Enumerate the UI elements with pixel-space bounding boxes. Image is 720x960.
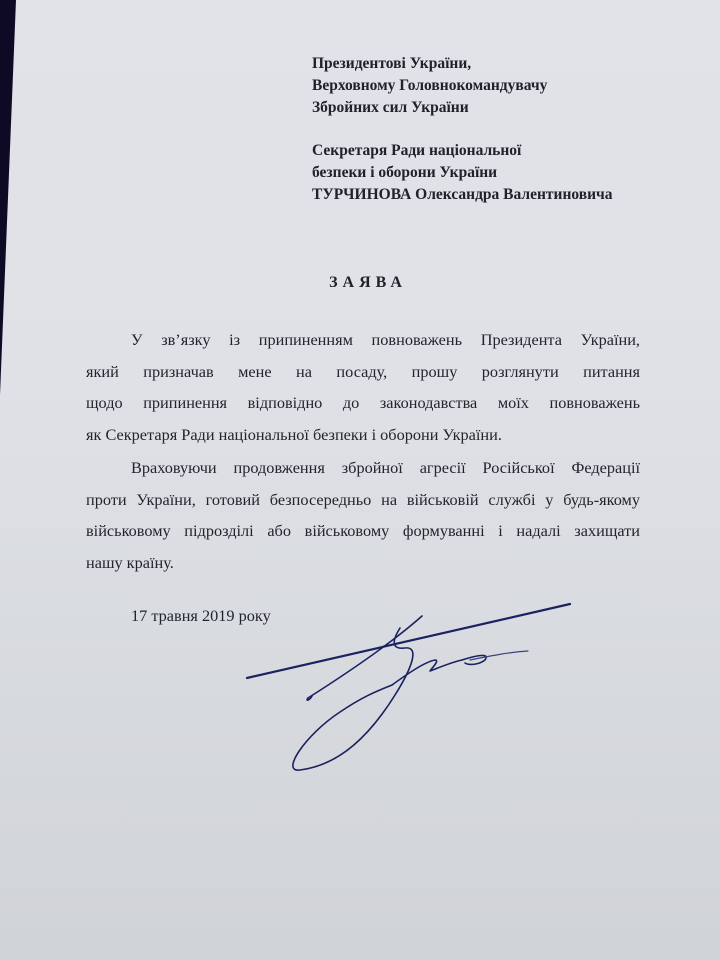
recipient-line: Верховному Головнокомандувачу bbox=[312, 77, 548, 94]
paragraph-line: Враховуючи продовження збройної агресії Російської Федерації bbox=[131, 458, 640, 477]
document-date: 17 травня 2019 року bbox=[131, 606, 271, 625]
paragraph-line: нашу країну. bbox=[86, 552, 174, 572]
sender-line: ТУРЧИНОВА Олександра Валентиновича bbox=[312, 186, 613, 203]
paragraph-line: проти України, готовий безпосередньо на військовій службі у будь-якому bbox=[86, 489, 640, 509]
document-title: ЗАЯВА bbox=[329, 274, 407, 291]
paragraph-military-service bbox=[86, 452, 640, 578]
sender-line: Секретаря Ради національної bbox=[312, 142, 522, 159]
recipient-line: Збройних сил України bbox=[312, 99, 469, 116]
paragraph-line: У зв’язку із припиненням повноважень Президента України, bbox=[131, 330, 640, 349]
paragraph-line: як Секретаря Ради національної безпеки і оборони України. bbox=[86, 424, 502, 444]
sender-block bbox=[312, 140, 613, 206]
paragraph-line: щодо припинення відповідно до законодавства моїх повноважень bbox=[86, 393, 640, 412]
paragraph-line: військовому підрозділі або військовому формуванні і надалі захищати bbox=[86, 521, 640, 540]
paragraph-line: який призначав мене на посаду, прошу розглянути питання bbox=[86, 361, 640, 381]
recipient-block bbox=[312, 53, 547, 119]
sender-line: безпеки і оборони України bbox=[312, 164, 498, 181]
recipient-line: Президентові України, bbox=[312, 55, 472, 72]
background-edge bbox=[0, 0, 20, 400]
paragraph-resignation bbox=[86, 324, 640, 450]
